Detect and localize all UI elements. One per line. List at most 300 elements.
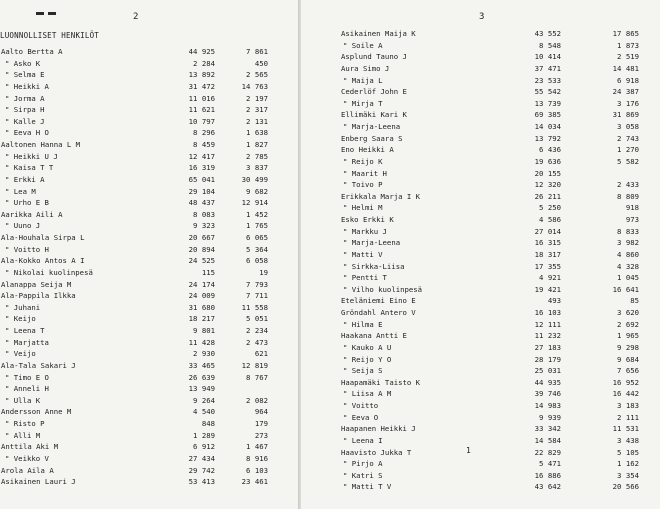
tax-value: 1 827 bbox=[246, 140, 268, 149]
tax-value: 7 711 bbox=[246, 291, 268, 301]
tax-value: 19 bbox=[259, 267, 268, 277]
tax-value: 8 809 bbox=[617, 191, 639, 201]
person-name: " Marjatta bbox=[5, 337, 49, 347]
income-value: 69 385 bbox=[534, 110, 561, 120]
tax-value: 7 793 bbox=[246, 279, 268, 289]
tax-value: 5 364 bbox=[246, 244, 268, 254]
table-row bbox=[301, 458, 660, 470]
tax-value: 17 865 bbox=[612, 29, 639, 38]
person-name: " Markku J bbox=[343, 226, 387, 236]
person-name: " Jorma A bbox=[5, 93, 45, 103]
person-name: Haapanen Heikki J bbox=[341, 424, 416, 434]
table-row bbox=[0, 406, 299, 418]
person-name: Ellimäki Kari K bbox=[341, 110, 407, 120]
person-name: " Erkki A bbox=[5, 174, 45, 184]
income-value: 9 264 bbox=[193, 395, 215, 405]
table-row bbox=[0, 360, 299, 372]
tax-value: 2 433 bbox=[617, 180, 639, 190]
table-row bbox=[301, 272, 660, 284]
table-row bbox=[0, 139, 299, 151]
person-name: Haapamäki Taisto K bbox=[341, 377, 421, 387]
binding-marks bbox=[36, 0, 60, 19]
person-name: " Sirpa H bbox=[5, 105, 45, 115]
table-row bbox=[0, 127, 299, 139]
tax-value: 3 982 bbox=[617, 238, 639, 248]
person-name: " Voitto H bbox=[5, 244, 49, 254]
tax-value: 2 565 bbox=[246, 70, 268, 80]
income-value: 16 315 bbox=[534, 238, 561, 248]
income-value: 8 548 bbox=[539, 40, 561, 50]
person-name: " Selma E bbox=[5, 70, 45, 80]
table-row bbox=[0, 209, 299, 221]
table-row bbox=[0, 325, 299, 337]
person-name: Asikainen Maija K bbox=[341, 29, 416, 38]
table-row bbox=[301, 412, 660, 424]
person-name: " Heikki U J bbox=[5, 151, 58, 161]
tax-value: 5 582 bbox=[617, 156, 639, 166]
tax-value: 6 103 bbox=[246, 465, 268, 475]
income-value: 14 983 bbox=[534, 401, 561, 410]
income-value: 23 533 bbox=[534, 75, 561, 85]
table-row bbox=[301, 133, 660, 145]
income-value: 20 155 bbox=[534, 168, 561, 178]
tax-value: 2 234 bbox=[246, 326, 268, 335]
tax-value: 2 785 bbox=[246, 151, 268, 161]
tax-value: 31 869 bbox=[612, 110, 639, 120]
income-value: 4 586 bbox=[539, 215, 561, 224]
person-name: " Asko K bbox=[5, 58, 41, 68]
tax-value: 12 914 bbox=[241, 198, 268, 208]
table-row bbox=[301, 470, 660, 482]
person-name: " Nikolai kuolinpesä bbox=[5, 267, 93, 277]
tax-value: 16 952 bbox=[612, 377, 639, 387]
table-row bbox=[301, 319, 660, 331]
person-name: " Helmi M bbox=[343, 203, 383, 213]
person-name: Aalto Bertta A bbox=[1, 47, 63, 56]
tax-value: 2 111 bbox=[617, 412, 639, 422]
person-name: Ala-Houhala Sirpa L bbox=[1, 233, 85, 242]
tax-value: 1 452 bbox=[246, 209, 268, 219]
table-row bbox=[0, 81, 299, 93]
tax-value: 1 467 bbox=[246, 442, 268, 452]
person-name: " Hilma E bbox=[343, 319, 383, 329]
person-name: " Maija L bbox=[343, 75, 383, 85]
table-row bbox=[0, 302, 299, 314]
table-row bbox=[301, 307, 660, 319]
person-name: " Uuno J bbox=[5, 221, 41, 231]
person-name: Eteläniemi Eino E bbox=[341, 296, 416, 306]
tax-value: 273 bbox=[254, 430, 268, 440]
table-row bbox=[301, 202, 660, 214]
income-value: 18 317 bbox=[534, 249, 561, 259]
left-row-list bbox=[0, 46, 299, 488]
table-row bbox=[301, 191, 660, 203]
income-value: 14 034 bbox=[534, 122, 561, 131]
page-number: 3 bbox=[479, 12, 485, 22]
income-value: 18 217 bbox=[188, 314, 215, 324]
tax-value: 16 442 bbox=[612, 389, 639, 399]
income-value: 44 935 bbox=[534, 377, 561, 387]
income-value: 8 459 bbox=[193, 140, 215, 149]
person-name: Gröndahl Antero V bbox=[341, 308, 416, 317]
table-row bbox=[301, 237, 660, 249]
table-row bbox=[301, 249, 660, 261]
table-row bbox=[301, 28, 660, 40]
person-name: " Lea M bbox=[5, 186, 36, 196]
table-row bbox=[301, 40, 660, 52]
person-name: " Pentti T bbox=[343, 273, 387, 283]
tax-value: 2 197 bbox=[246, 93, 268, 103]
income-value: 493 bbox=[547, 296, 561, 306]
tax-value: 973 bbox=[625, 215, 639, 224]
income-value: 24 009 bbox=[188, 291, 215, 301]
right-page bbox=[301, 0, 660, 509]
income-value: 27 014 bbox=[534, 226, 561, 236]
table-row bbox=[0, 453, 299, 465]
table-row bbox=[0, 244, 299, 256]
tax-value: 3 058 bbox=[617, 122, 639, 131]
table-row bbox=[0, 290, 299, 302]
person-name: Andersson Anne M bbox=[1, 407, 72, 417]
table-row bbox=[0, 69, 299, 81]
table-row bbox=[0, 186, 299, 198]
income-value: 20 894 bbox=[188, 244, 215, 254]
income-value: 28 179 bbox=[534, 354, 561, 364]
tax-value: 14 763 bbox=[241, 81, 268, 91]
income-value: 27 183 bbox=[534, 342, 561, 352]
table-row bbox=[0, 116, 299, 128]
income-value: 27 434 bbox=[188, 453, 215, 463]
person-name: " Timo E O bbox=[5, 372, 49, 382]
table-row bbox=[301, 156, 660, 168]
person-name: Cederlöf John E bbox=[341, 87, 407, 97]
tax-value: 3 176 bbox=[617, 98, 639, 108]
income-value: 33 342 bbox=[534, 424, 561, 434]
person-name: " Alli M bbox=[5, 430, 41, 440]
tax-value: 8 916 bbox=[246, 453, 268, 463]
person-name: " Maarit H bbox=[343, 168, 387, 178]
person-name: Arola Aila A bbox=[1, 465, 54, 475]
person-name: " Kauko A U bbox=[343, 342, 392, 352]
table-row bbox=[0, 267, 299, 279]
table-row bbox=[301, 51, 660, 63]
tax-value: 2 131 bbox=[246, 116, 268, 126]
table-row bbox=[301, 261, 660, 273]
tax-value: 7 861 bbox=[246, 47, 268, 56]
tax-value: 3 438 bbox=[617, 435, 639, 445]
tax-value: 11 531 bbox=[612, 424, 639, 434]
income-value: 115 bbox=[201, 267, 215, 277]
income-value: 8 296 bbox=[193, 128, 215, 138]
income-value: 16 886 bbox=[534, 470, 561, 480]
income-value: 25 031 bbox=[534, 366, 561, 376]
income-value: 44 925 bbox=[188, 47, 215, 56]
person-name: " Eeva O bbox=[343, 412, 379, 422]
table-row bbox=[0, 58, 299, 70]
person-name: " Voitto bbox=[343, 401, 379, 410]
income-value: 19 421 bbox=[534, 284, 561, 294]
table-row bbox=[0, 383, 299, 395]
income-value: 19 636 bbox=[534, 156, 561, 166]
table-row bbox=[301, 365, 660, 377]
tax-value: 4 328 bbox=[617, 261, 639, 271]
income-value: 22 829 bbox=[534, 447, 561, 457]
person-name: " Reijo Y O bbox=[343, 354, 392, 364]
table-row bbox=[301, 98, 660, 110]
tax-value: 2 082 bbox=[246, 395, 268, 405]
tax-value: 6 918 bbox=[617, 75, 639, 85]
person-name: Ala-Pappila Ilkka bbox=[1, 291, 76, 301]
person-name: " Leena T bbox=[5, 326, 45, 335]
person-name: Aura Simo J bbox=[341, 63, 390, 73]
table-row bbox=[0, 46, 299, 58]
income-value: 17 355 bbox=[534, 261, 561, 271]
person-name: Eno Heikki A bbox=[341, 145, 394, 155]
tax-value: 918 bbox=[625, 203, 639, 213]
table-row bbox=[301, 144, 660, 156]
table-row bbox=[0, 232, 299, 244]
person-name: " Kalle J bbox=[5, 116, 45, 126]
tax-value: 14 481 bbox=[612, 63, 639, 73]
income-value: 1 289 bbox=[193, 430, 215, 440]
tax-value: 11 558 bbox=[241, 302, 268, 312]
tax-value: 964 bbox=[254, 407, 268, 417]
table-row bbox=[301, 330, 660, 342]
income-value: 29 104 bbox=[188, 186, 215, 196]
table-row bbox=[301, 481, 660, 493]
income-value: 12 417 bbox=[188, 151, 215, 161]
person-name: " Toivo P bbox=[343, 180, 383, 190]
income-value: 8 083 bbox=[193, 209, 215, 219]
tax-value: 2 317 bbox=[246, 105, 268, 115]
income-value: 6 436 bbox=[539, 145, 561, 155]
person-name: Esko Erkki K bbox=[341, 215, 394, 224]
table-row bbox=[0, 418, 299, 430]
income-value: 10 414 bbox=[534, 52, 561, 62]
table-row bbox=[0, 465, 299, 477]
tax-value: 4 860 bbox=[617, 249, 639, 259]
table-row bbox=[0, 151, 299, 163]
tax-value: 5 105 bbox=[617, 447, 639, 457]
tax-value: 9 682 bbox=[246, 186, 268, 196]
table-row bbox=[0, 255, 299, 267]
income-value: 5 471 bbox=[539, 459, 561, 469]
income-value: 11 232 bbox=[534, 331, 561, 341]
table-row bbox=[0, 174, 299, 186]
person-name: Alanappa Seija M bbox=[1, 279, 72, 289]
table-row bbox=[301, 400, 660, 412]
table-row bbox=[0, 430, 299, 442]
table-row bbox=[0, 104, 299, 116]
income-value: 55 542 bbox=[534, 87, 561, 97]
table-row bbox=[301, 284, 660, 296]
tax-value: 8 767 bbox=[246, 372, 268, 382]
person-name: Aaltonen Hanna L M bbox=[1, 140, 81, 149]
person-name: " Reijo K bbox=[343, 156, 383, 166]
income-value: 31 472 bbox=[188, 81, 215, 91]
person-name: Haakana Antti E bbox=[341, 331, 407, 341]
tax-value: 85 bbox=[630, 296, 639, 306]
income-value: 14 584 bbox=[534, 435, 561, 445]
tax-value: 621 bbox=[254, 349, 268, 359]
person-name: " Anneli H bbox=[5, 384, 49, 394]
person-name: " Seija S bbox=[343, 366, 383, 376]
tax-value: 3 837 bbox=[246, 163, 268, 173]
income-value: 2 930 bbox=[193, 349, 215, 359]
table-row bbox=[0, 337, 299, 349]
person-name: " Sirkka-Liisa bbox=[343, 261, 405, 271]
tax-value: 9 684 bbox=[617, 354, 639, 364]
income-value: 20 667 bbox=[188, 233, 215, 242]
income-value: 9 801 bbox=[193, 326, 215, 335]
table-row bbox=[301, 342, 660, 354]
table-row bbox=[0, 441, 299, 453]
tax-value: 9 298 bbox=[617, 342, 639, 352]
income-value: 4 540 bbox=[193, 407, 215, 417]
person-name: " Soile A bbox=[343, 40, 383, 50]
person-name: " Katri S bbox=[343, 470, 383, 480]
tax-value: 23 461 bbox=[241, 477, 268, 487]
person-name: " Leena I bbox=[343, 435, 383, 445]
table-row bbox=[301, 75, 660, 87]
income-value: 13 792 bbox=[534, 133, 561, 143]
tax-value: 1 270 bbox=[617, 145, 639, 155]
income-value: 29 742 bbox=[188, 465, 215, 475]
income-value: 848 bbox=[201, 419, 215, 428]
tax-value: 3 620 bbox=[617, 308, 639, 317]
income-value: 4 921 bbox=[539, 273, 561, 283]
person-name: " Marja-Leena bbox=[343, 238, 401, 248]
person-name: " Veijo bbox=[5, 349, 36, 359]
income-value: 31 680 bbox=[188, 302, 215, 312]
person-name: Ala-Tala Sakari J bbox=[1, 360, 76, 370]
person-name: Asplund Tauno J bbox=[341, 52, 407, 62]
tax-value: 24 387 bbox=[612, 87, 639, 97]
income-value: 9 323 bbox=[193, 221, 215, 231]
income-value: 12 320 bbox=[534, 180, 561, 190]
tax-value: 30 499 bbox=[241, 174, 268, 184]
table-row bbox=[0, 313, 299, 325]
stray-mark: 1 bbox=[466, 446, 471, 455]
tax-value: 1 873 bbox=[617, 40, 639, 50]
income-value: 13 739 bbox=[534, 98, 561, 108]
table-row bbox=[301, 179, 660, 191]
person-name: " Matti T V bbox=[343, 482, 392, 492]
tax-value: 6 065 bbox=[246, 233, 268, 242]
tax-value: 2 692 bbox=[617, 319, 639, 329]
table-row bbox=[0, 162, 299, 174]
table-row bbox=[0, 348, 299, 360]
table-row bbox=[0, 372, 299, 384]
income-value: 48 437 bbox=[188, 198, 215, 208]
person-name: Asikainen Lauri J bbox=[1, 477, 76, 487]
table-row bbox=[301, 63, 660, 75]
person-name: " Matti V bbox=[343, 249, 383, 259]
tax-value: 8 833 bbox=[617, 226, 639, 236]
income-value: 13 949 bbox=[188, 384, 215, 394]
income-value: 11 428 bbox=[188, 337, 215, 347]
right-row-list bbox=[301, 28, 660, 493]
income-value: 11 621 bbox=[188, 105, 215, 115]
table-row bbox=[301, 86, 660, 98]
tax-value: 16 641 bbox=[612, 284, 639, 294]
person-name: " Urho E B bbox=[5, 198, 49, 208]
table-row bbox=[301, 109, 660, 121]
table-row bbox=[301, 423, 660, 435]
table-row bbox=[0, 395, 299, 407]
income-value: 26 639 bbox=[188, 372, 215, 382]
person-name: " Veikko V bbox=[5, 453, 49, 463]
tax-value: 1 162 bbox=[617, 459, 639, 469]
tax-value: 12 819 bbox=[241, 360, 268, 370]
person-name: Erikkala Marja I K bbox=[341, 191, 421, 201]
income-value: 43 642 bbox=[534, 482, 561, 492]
tax-value: 450 bbox=[254, 58, 268, 68]
income-value: 65 041 bbox=[188, 174, 215, 184]
income-value: 9 939 bbox=[539, 412, 561, 422]
person-name: " Juhani bbox=[5, 302, 41, 312]
tax-value: 2 473 bbox=[246, 337, 268, 347]
person-name: " Eeva H O bbox=[5, 128, 49, 138]
table-row bbox=[0, 220, 299, 232]
table-row bbox=[301, 354, 660, 366]
person-name: Haavisto Jukka T bbox=[341, 447, 412, 457]
tax-value: 3 183 bbox=[617, 401, 639, 410]
person-name: Enberg Saara S bbox=[341, 133, 403, 143]
table-row bbox=[301, 377, 660, 389]
income-value: 6 912 bbox=[193, 442, 215, 452]
tax-value: 5 051 bbox=[246, 314, 268, 324]
person-name: " Ulla K bbox=[5, 395, 41, 405]
person-name: " Keijo bbox=[5, 314, 36, 324]
tax-value: 1 638 bbox=[246, 128, 268, 138]
table-row bbox=[301, 388, 660, 400]
table-row bbox=[0, 279, 299, 291]
income-value: 53 413 bbox=[188, 477, 215, 487]
income-value: 11 016 bbox=[188, 93, 215, 103]
person-name: Anttila Aki M bbox=[1, 442, 59, 452]
table-row bbox=[0, 476, 299, 488]
income-value: 24 525 bbox=[188, 256, 215, 266]
income-value: 13 892 bbox=[188, 70, 215, 80]
tax-value: 179 bbox=[254, 419, 268, 428]
person-name: " Vilho kuolinpesä bbox=[343, 284, 423, 294]
income-value: 5 250 bbox=[539, 203, 561, 213]
person-name: " Mirja T bbox=[343, 98, 383, 108]
table-row bbox=[301, 447, 660, 459]
tax-value: 7 656 bbox=[617, 366, 639, 376]
person-name: " Risto P bbox=[5, 419, 45, 428]
tax-value: 3 354 bbox=[617, 470, 639, 480]
tax-value: 1 765 bbox=[246, 221, 268, 231]
income-value: 16 103 bbox=[534, 308, 561, 317]
person-name: " Marja-Leena bbox=[343, 122, 401, 131]
tax-value: 1 965 bbox=[617, 331, 639, 341]
table-row bbox=[301, 435, 660, 447]
income-value: 10 797 bbox=[188, 116, 215, 126]
income-value: 2 284 bbox=[193, 58, 215, 68]
tax-value: 1 045 bbox=[617, 273, 639, 283]
table-row bbox=[301, 168, 660, 180]
income-value: 12 111 bbox=[534, 319, 561, 329]
table-row bbox=[301, 121, 660, 133]
person-name: " Heikki A bbox=[5, 81, 49, 91]
income-value: 43 552 bbox=[534, 29, 561, 38]
tax-value: 6 058 bbox=[246, 256, 268, 266]
person-name: Aarikka Aili A bbox=[1, 209, 63, 219]
person-name: Ala-Kokko Antos A I bbox=[1, 256, 85, 266]
left-page bbox=[0, 0, 300, 509]
